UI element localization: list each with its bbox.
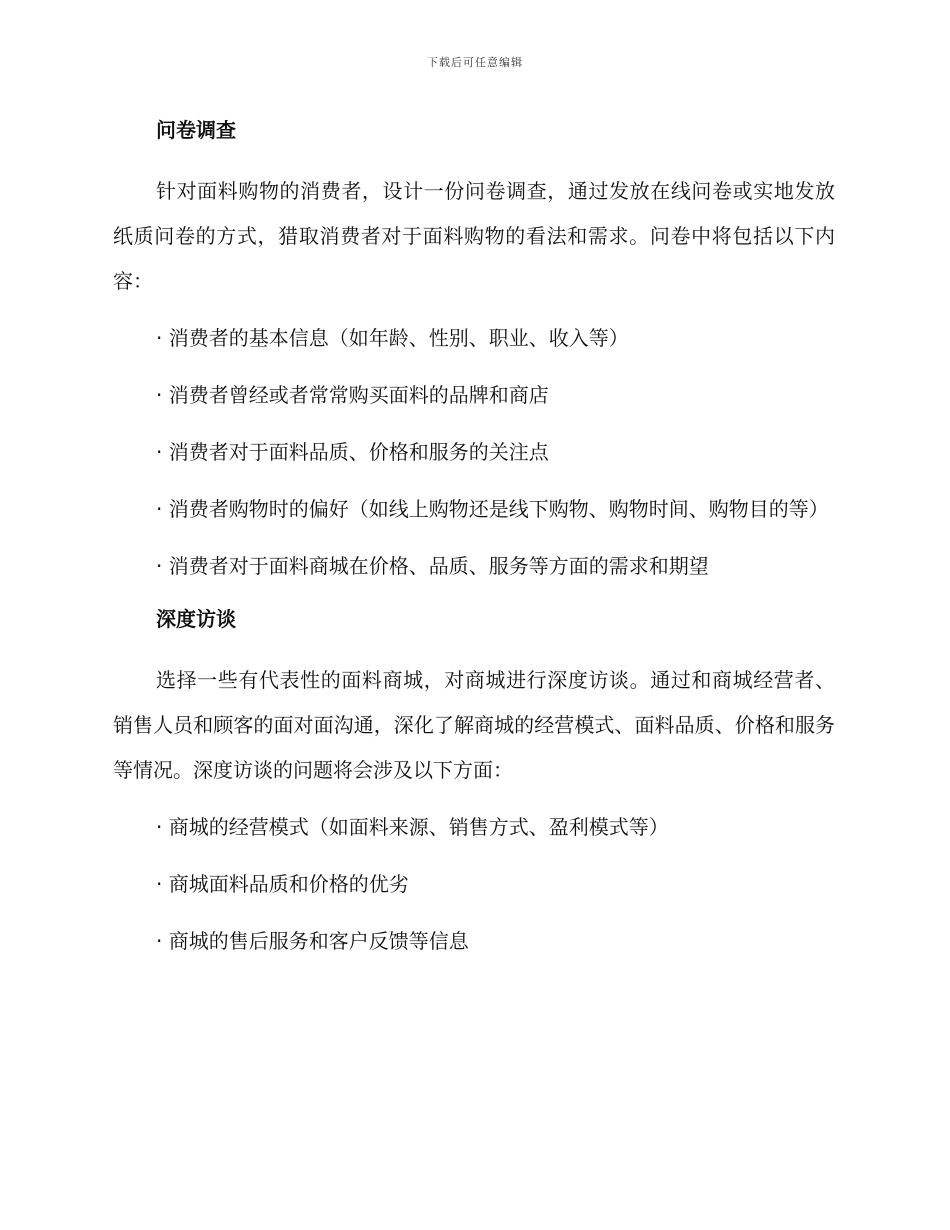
bullet-list <box>113 805 835 964</box>
list-item: · 商城的经营模式（如面料来源、销售方式、盈利模式等） <box>156 815 669 839</box>
section-interview <box>113 601 835 964</box>
list-item: · 消费者购物时的偏好（如线上购物还是线下购物、购物时间、购物目的等） <box>156 497 829 521</box>
section-heading: 问卷调查 <box>156 118 236 142</box>
list-item: · 消费者曾经或者常常购买面料的品牌和商店 <box>156 383 549 407</box>
list-item: · 消费者对于面料品质、价格和服务的关注点 <box>156 440 549 464</box>
section-paragraph: 选择一些有代表性的面料商城，对商城进行深度访谈。通过和商城经营者、销售人员和顾客的面对面沟通，深化了解商城的经营模式、面料品质、价格和服务等情况。深度访谈的问题将会涉及以下方面： <box>113 668 835 782</box>
list-item: · 商城面料品质和价格的优劣 <box>156 872 409 896</box>
section-paragraph: 针对面料购物的消费者，设计一份问卷调查，通过发放在线问卷或实地发放纸质问卷的方式，猎取消费者对于面料购物的看法和需求。问卷中将包括以下内容： <box>113 179 835 293</box>
list-item: · 商城的售后服务和客户反馈等信息 <box>156 929 469 953</box>
section-heading: 深度访谈 <box>156 607 236 631</box>
list-item: · 消费者对于面料商城在价格、品质、服务等方面的需求和期望 <box>156 554 709 578</box>
header-note: 下载后可任意编辑 <box>427 56 523 69</box>
section-questionnaire <box>113 112 835 589</box>
document-body <box>113 112 835 976</box>
bullet-list <box>113 316 835 589</box>
list-item: · 消费者的基本信息（如年龄、性别、职业、收入等） <box>156 326 629 350</box>
